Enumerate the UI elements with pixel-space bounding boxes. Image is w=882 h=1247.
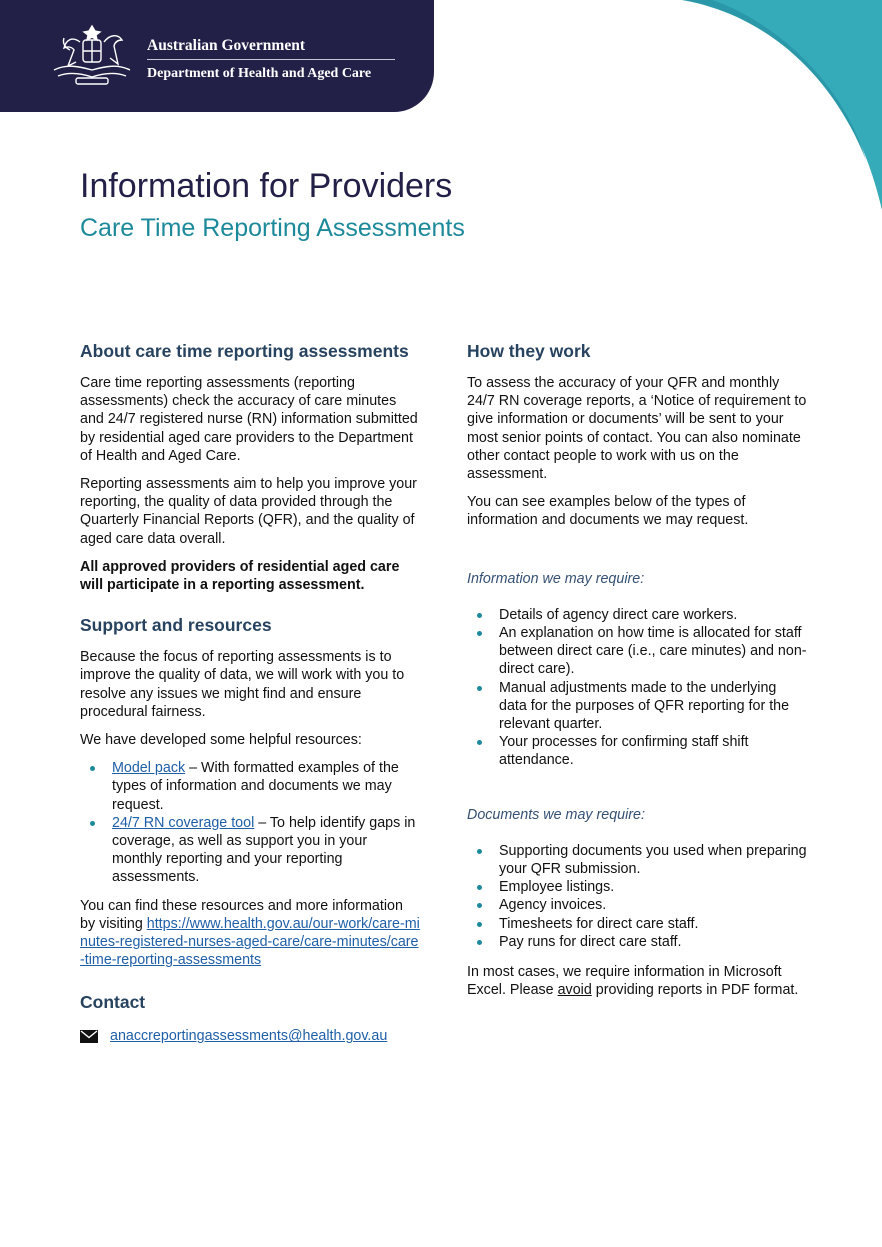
avoid-emphasis: avoid xyxy=(557,982,592,999)
format-text-suffix: providing reports in PDF format. xyxy=(591,982,799,999)
rn-coverage-tool-link[interactable]: 24/7 RN coverage tool xyxy=(112,814,255,831)
coat-of-arms-logo xyxy=(50,20,134,86)
contact-row xyxy=(80,1027,420,1045)
right-column xyxy=(467,340,807,1009)
format-text-prefix: In most cases, we require information in Microsoft Excel. Please xyxy=(467,964,782,999)
support-heading: Support and resources xyxy=(80,615,272,636)
list-item-text: – With formatted examples of the types of information and documents we may request. xyxy=(112,760,399,813)
contact-email-link[interactable]: anaccreportingassessments@health.gov.au xyxy=(110,1028,388,1045)
list-item: Timesheets for direct care staff. xyxy=(467,915,807,933)
contact-heading: Contact xyxy=(80,992,146,1013)
list-item: Details of agency direct care workers. xyxy=(467,606,807,624)
envelope-icon xyxy=(80,1030,98,1043)
department-name: Department of Health and Aged Care xyxy=(147,66,372,81)
documents-subheading: Documents we may require: xyxy=(467,806,645,823)
documents-list xyxy=(467,842,807,951)
information-subheading: Information we may require: xyxy=(467,570,645,587)
resources-list xyxy=(80,759,420,886)
about-paragraph-3: All approved providers of residential aged care will participate in a reporting assessment. xyxy=(80,558,400,594)
about-paragraph-2: Reporting assessments aim to help you improve your reporting, the quality of data provided through the Quarterly Financial Reports (QFR), and the quality of aged care data overall. xyxy=(80,476,417,547)
list-item: Pay runs for direct care staff. xyxy=(467,933,807,951)
list-item: Supporting documents you used when preparing your QFR submission. xyxy=(467,842,807,878)
model-pack-link[interactable]: Model pack xyxy=(112,760,186,777)
government-header xyxy=(0,0,434,112)
list-item: An explanation on how time is allocated for staff between direct care (i.e., care minutes) and non-direct care). xyxy=(467,624,807,679)
list-item xyxy=(80,814,420,887)
page-title: Information for Providers xyxy=(80,167,453,205)
government-name: Australian Government xyxy=(147,37,306,54)
resources-url-link[interactable]: https://www.health.gov.au/our-work/care-minutes-registered-nurses-aged-care/care-minutes/care-time-reporting-assessments xyxy=(80,915,420,969)
how-heading: How they work xyxy=(467,341,591,361)
list-item-text: – To help identify gaps in coverage, as well as support you in your monthly reporting and your reporting assessments. xyxy=(112,814,416,886)
page-subtitle: Care Time Reporting Assessments xyxy=(80,214,465,242)
decorative-corner-swoosh xyxy=(652,0,882,210)
list-item: Employee listings. xyxy=(467,878,807,896)
how-paragraph-2: You can see examples below of the types of information and documents we may request. xyxy=(467,494,749,529)
list-item: Your processes for confirming staff shift attendance. xyxy=(467,733,807,769)
information-list xyxy=(467,606,807,770)
about-heading: About care time reporting assessments xyxy=(80,341,409,361)
how-paragraph-1: To assess the accuracy of your QFR and monthly 24/7 RN coverage reports, a ‘Notice of requirement to give information or documents’ will be sent to your most senior points of contact. You can also nominate other contact people to work with us on the assessment. xyxy=(467,375,807,483)
format-paragraph xyxy=(467,963,807,999)
support-paragraph-2: We have developed some helpful resources: xyxy=(80,732,362,749)
list-item: Manual adjustments made to the underlying data for the purposes of QFR reporting for the relevant quarter. xyxy=(467,679,807,734)
header-divider xyxy=(147,59,395,60)
support-paragraph-3 xyxy=(80,897,420,970)
support-paragraph-1: Because the focus of reporting assessments is to improve the quality of data, we will work with you to resolve any issues we might find and ensure procedural fairness. xyxy=(80,649,405,720)
about-paragraph-1: Care time reporting assessments (reporting assessments) check the accuracy of care minutes and 24/7 registered nurse (RN) information submitted by residential aged care providers to the Department of Health and Aged Care. xyxy=(80,375,418,464)
support-paragraph-3-text: You can find these resources and more information by visiting xyxy=(80,897,403,932)
list-item: Agency invoices. xyxy=(467,896,807,914)
list-item xyxy=(80,759,420,814)
left-column xyxy=(80,340,420,1046)
